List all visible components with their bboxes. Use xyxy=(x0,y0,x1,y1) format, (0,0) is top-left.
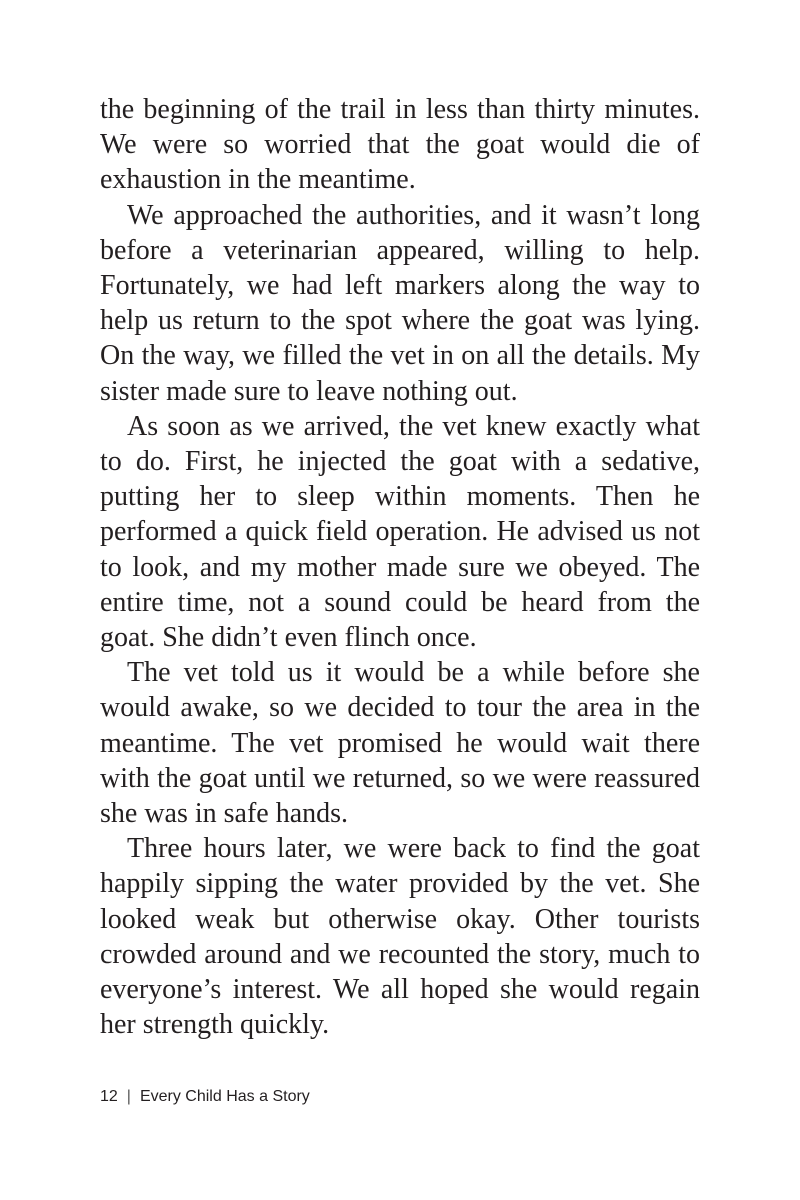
body-text xyxy=(100,92,700,1042)
book-title: Every Child Has a Story xyxy=(139,1088,310,1105)
paragraph-2: We approached the authorities, and it wasn’t long before a veterinarian appeared, willing to help. Fortunately, we had left markers along the way to help us return to the spot where the goat was lying. On the way, we filled the vet in on all the details. My sister made sure to leave nothing out. xyxy=(100,199,700,407)
page-footer xyxy=(100,1086,310,1108)
footer-separator: | xyxy=(126,1088,131,1105)
paragraph-5: Three hours later, we were back to find the goat happily sipping the water provided by the vet. She looked weak but otherwise okay. Other tourists crowded around and we recounted the story, much to everyone’s interest. We all hoped she would regain her strength quickly. xyxy=(100,833,700,1041)
page-number: 12 xyxy=(100,1088,118,1105)
paragraph-3: As soon as we arrived, the vet knew exactly what to do. First, he injected the goat with a sedative, putting her to sleep within moments. Then he performed a quick field operation. He advised us not to look, and my mother made sure we obeyed. The entire time, not a sound could be heard from the goat. She didn’t even flinch once. xyxy=(100,410,700,654)
paragraph-1: the beginning of the trail in less than thirty minutes. We were so worried that the goat would die of exhaustion in the meantime. xyxy=(100,94,700,196)
paragraph-4: The vet told us it would be a while before she would awake, so we decided to tour the area in the meantime. The vet promised he would wait there with the goat until we returned, so we were reassured she was in safe hands. xyxy=(100,657,700,830)
